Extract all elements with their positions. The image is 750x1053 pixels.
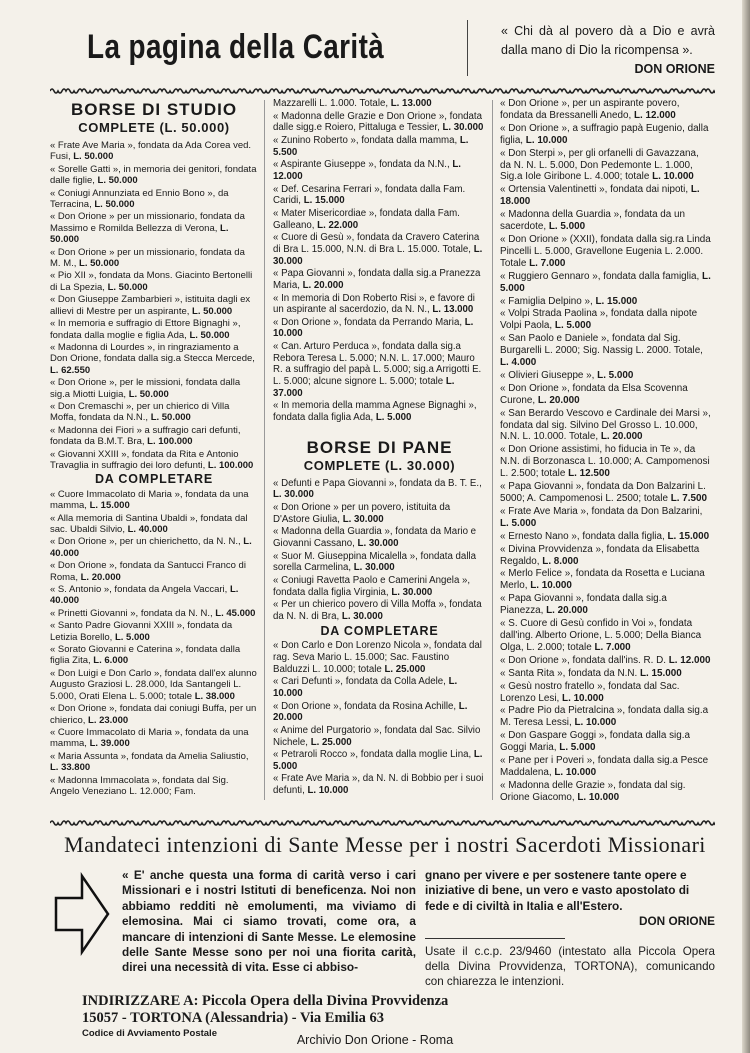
appeal-text-right: [425, 868, 715, 930]
entry-amount: L. 20.000: [80, 571, 121, 583]
entry-amount: L. 10.000: [307, 785, 349, 797]
entry-text: « Olivieri Giuseppe »,: [500, 369, 598, 381]
list-item: [273, 640, 486, 675]
list-item: [273, 98, 486, 110]
list-item: [50, 560, 258, 583]
entry-text: « Madonna della Guardia », fondata da Mario e Giovanni Cassano,: [273, 526, 477, 549]
entry-amount: L. 37.000: [273, 376, 455, 399]
entry-amount: L. 50.000: [79, 258, 120, 270]
entry-amount: L. 12.000: [633, 109, 676, 121]
list-item: [273, 599, 486, 622]
entry-text: « Don Orione » per un missionario, fondata da M. M.,: [50, 246, 245, 270]
entry-text: « Padre Pio da Pietralcina », fondata dalla sig.a M. Teresa Lessi,: [500, 705, 709, 729]
quote-text: « Chi dà al povero dà a Dio e avrà dalla mano di Dio la ricompensa ».: [501, 24, 715, 57]
entry-amount: L. 40.000: [127, 524, 168, 535]
entry-text: « Madonna di Lourdes », in ringraziamento a Don Orione, fondata dalla sig.a Stecca Mercede,: [50, 341, 255, 365]
list-item: [273, 159, 486, 182]
list-item: [273, 749, 486, 772]
entry-text: « Maria Assunta », fondata da Amelia Saliustio,: [50, 750, 249, 762]
list-item: [273, 341, 486, 399]
entry-text: « Don Orione », fondata da Perrando Maria,: [273, 316, 465, 328]
entry-text: « Santo Padre Giovanni XXIII », fondata da Letizia Borello,: [50, 620, 233, 643]
entry-text: « Mater Misericordiae », fondata dalla Fam. Galleano,: [273, 207, 460, 231]
entry-text: « Def. Cesarina Ferrari », fondata dalla Fam. Caridi,: [273, 183, 466, 207]
entry-text: « Sorelle Gatti », in memoria dei genitori, fondata dalle figlie,: [50, 163, 257, 187]
entry-text: « Don Orione », per un chierichetto, da N. N.,: [50, 536, 244, 548]
entry-amount: L. 5.000: [500, 270, 711, 294]
entry-amount: L. 15.000: [667, 530, 710, 542]
entry-text: « Cuore Immacolato di Maria », fondata da una mamma,: [50, 488, 249, 512]
list-item: [273, 268, 486, 291]
entry-amount: L. 10.000: [577, 791, 620, 803]
list-item: [50, 668, 258, 702]
entry-amount: L. 33.800: [50, 762, 91, 774]
quote-author: DON ORIONE: [634, 62, 715, 76]
entry-amount: L. 20.000: [600, 431, 643, 443]
entry-amount: L. 12.000: [273, 159, 461, 182]
entry-text: « Cuore Immacolato di Maria », fondata da una mamma,: [50, 726, 249, 750]
list-item: [50, 751, 258, 774]
list-item: [273, 184, 486, 207]
list-item: [500, 234, 712, 270]
entry-amount: L. 30.000: [273, 243, 483, 267]
entry-amount: L. 40.000: [50, 536, 252, 559]
list-item: [500, 593, 712, 617]
entry-amount: L. 40.000: [50, 584, 239, 607]
entry-amount: L. 50.000: [94, 199, 135, 211]
list-item: [273, 526, 486, 549]
entry-text: « Sorato Giovanni e Caterina », fondata dalla figlia Zita,: [50, 644, 241, 667]
entry-amount: L. 10.000: [554, 766, 597, 778]
entry-text: « Madonna dei Fiori » a suffragio cari defunti, fondata da B.M.T. Bra,: [50, 424, 241, 448]
entry-amount: L. 50.000: [189, 329, 230, 341]
entry-text: « In memoria di Don Roberto Risi », e favore di un aspirante al sacerdozio, da N. N.,: [273, 292, 475, 316]
entry-amount: L. 5.000: [500, 517, 537, 529]
list-item: [50, 164, 258, 187]
list-item: [50, 188, 258, 211]
entry-amount: L. 7.500: [670, 493, 707, 504]
list-item: [500, 481, 712, 505]
entry-text: « Don Orione », fondata dai coniugi Buffa, per un chierico,: [50, 703, 257, 726]
bottom-wavy-rule: [50, 818, 715, 828]
list-item: [500, 308, 712, 332]
entry-text: « Don Orione », fondata da Santucci Franco di Roma,: [50, 560, 246, 583]
entry-amount: L. 30.000: [391, 586, 433, 598]
entry-text: « Gesù nostro fratello », fondata dal Sac. Lorenzo Lesi,: [500, 680, 680, 704]
address-line-1: INDIRIZZARE A: Piccola Opera della Divina Provvidenza: [82, 993, 449, 1009]
header: [55, 18, 715, 82]
entry-amount: L. 6.000: [93, 655, 129, 667]
list-item: [273, 478, 486, 501]
header-quote: [501, 22, 715, 79]
entry-amount: L. 100.000: [207, 459, 254, 471]
postal-code-label: Codice di Avviamento Postale: [82, 1028, 217, 1039]
entry-amount: L. 50.000: [192, 305, 233, 317]
list-item: [500, 681, 712, 705]
list-borse-studio-da-completare: [50, 489, 258, 798]
list-item: [500, 98, 712, 122]
list-item: [50, 247, 258, 270]
entry-text: « Don Gaspare Goggi », fondata dalla sig.a Goggi Maria,: [500, 730, 690, 754]
entry-text: « Madonna delle Grazie », fondata dal sig. Orione Giacomo,: [500, 779, 686, 803]
list-item: [500, 506, 712, 530]
entry-text: Mazzarelli L. 1.000. Totale,: [273, 98, 391, 109]
entry-amount: L. 50.000: [73, 151, 114, 163]
entry-amount: L. 10.000: [273, 676, 458, 699]
entry-text: « Don Sterpi », per gli orfanelli di Gavazzana, da N. N. L. 5.000, Don Pedemonte L. 1.000, Sig.a Iole Giribone L. 4.000; totale: [500, 147, 699, 183]
entry-amount: L. 8.000: [542, 555, 579, 567]
list-item: [273, 111, 486, 134]
list-item: [273, 400, 486, 423]
entry-text: « Don Orione », fondata da Elsa Scovenna Curone,: [500, 382, 688, 406]
list-item: [500, 333, 712, 369]
entry-amount: L. 25.000: [384, 663, 426, 675]
entry-amount: L. 45.000: [215, 607, 256, 619]
entry-text: « Frate Ave Maria », da N. N. di Bobbio per i suoi defunti,: [273, 773, 484, 797]
entry-text: « Frate Ave Maria », fondata da Don Balzarini,: [500, 505, 703, 517]
entry-text: « Prinetti Giovanni », fondata da N. N.,: [50, 607, 216, 619]
top-wavy-rule: [50, 86, 715, 96]
entry-text: « In memoria della mamma Agnese Bignaghi », fondata dalla figlia Ada,: [273, 400, 477, 424]
entry-amount: L. 5.000: [273, 749, 483, 772]
entry-amount: L. 13.000: [390, 98, 432, 109]
header-divider: [467, 20, 468, 76]
entry-amount: L. 10.000: [652, 171, 694, 183]
list-item: [500, 655, 712, 667]
entry-text: « Coniugi Annunziata ed Ennio Bono », da Terracina,: [50, 187, 229, 211]
entry-amount: L. 39.000: [89, 738, 130, 750]
column-borse-di-studio: [50, 98, 258, 798]
entry-amount: L. 50.000: [128, 388, 169, 400]
entry-text: « Divina Provvidenza », fondata da Elisabetta Regaldo,: [500, 543, 700, 567]
list-item: [50, 294, 258, 317]
entry-amount: L. 5.000: [114, 631, 150, 643]
entry-text: « Pane per i Poveri », fondata dalla sig.a Pesce Maddalena,: [500, 755, 709, 778]
list-item: [273, 208, 486, 231]
entry-text: « San Berardo Vescovo e Cardinale dei Marsi », fondata dal sig. Silvino Del Grosso L. 10.000, N.N. L. 10.000. Totale,: [500, 407, 711, 443]
entry-text: « Don Orione », per le missioni, fondata dalla sig.a Miotti Luigia,: [50, 377, 241, 400]
entry-amount: L. 20.000: [537, 394, 580, 406]
entry-text: « Don Luigi e Don Carlo », fondata dall'ex alunno Augusto Graziosi L. 28.000, Ida Santangeli L. 5.000, Orati Elena L. 5.000; totale: [50, 667, 257, 702]
list-item: [273, 317, 486, 340]
entry-text: « Don Orione » per un missionario, fondata da Massimo e Romilda Bellezza di Verona,: [50, 211, 245, 234]
list-item: [50, 703, 258, 726]
entry-text: « Famiglia Delpino »,: [500, 295, 596, 307]
entry-text: « Don Orione », per un aspirante povero, fondata da Bressanelli Anedo,: [500, 98, 680, 121]
subhead-da-completare-pane: DA COMPLETARE: [320, 623, 439, 638]
entry-text: « Pio XII », fondata da Mons. Giacinto Bertonelli di La Spezia,: [50, 270, 253, 293]
entry-amount: L. 5.000: [375, 412, 412, 424]
entry-text: « Anime del Purgatorio », fondata dal Sac. Silvio Nichele,: [273, 724, 481, 748]
list-item: [50, 211, 258, 245]
entry-text: « Don Cremaschi », per un chierico di Villa Moffa, fondata da N.N.,: [50, 400, 230, 424]
list-item: [50, 584, 258, 607]
archive-credit: Archivio Don Orione - Roma: [296, 1033, 454, 1047]
list-item: [50, 270, 258, 293]
entry-text: « San Paolo e Daniele », fondata dal Sig. Burgarelli L. 2000; Sig. Nassig L. 2000. Totale,: [500, 333, 703, 357]
list-item: [50, 401, 258, 424]
entry-text: « Madonna delle Grazie e Don Orione », fondata dalle sigg.e Roiero, Pittaluga e Tessier,: [273, 110, 482, 134]
list-item: [273, 676, 486, 699]
entry-text: « Coniugi Ravetta Paolo e Camerini Angela », fondata dalla figlia Virginia,: [273, 574, 471, 598]
page-edge-shadow: [742, 0, 750, 1053]
section-subtitle-complete-pane: COMPLETE (L. 30.000): [303, 457, 456, 473]
subhead-da-completare: DA COMPLETARE: [94, 472, 214, 487]
list-item: [500, 755, 712, 779]
list-borse-studio-continued: [273, 98, 486, 424]
entry-text: « Ortensia Valentinetti », fondata dai nipoti,: [500, 184, 691, 196]
list-item: [50, 377, 258, 400]
entry-amount: L. 7.000: [529, 257, 566, 269]
list-item: [500, 123, 712, 147]
entry-amount: L. 10.000: [574, 717, 617, 729]
entry-text: « Giovanni XXIII », fondata da Rita e Antonio Travaglia in suffragio dei loro defunti,: [50, 448, 239, 471]
entry-text: « Ruggiero Gennaro », fondata dalla famiglia,: [500, 270, 703, 282]
list-item: [50, 140, 258, 163]
list-item: [273, 232, 486, 267]
entry-text: « Per un chierico povero di Villa Moffa », fondata da N. N. di Bra,: [273, 599, 482, 622]
entry-amount: L. 38.000: [194, 690, 235, 702]
entry-text: « S. Antonio », fondata da Angela Vaccari,: [50, 584, 230, 596]
entry-amount: L. 30.000: [273, 489, 314, 501]
entry-amount: L. 7.000: [594, 641, 631, 653]
column-divider: [264, 100, 265, 800]
entry-amount: L. 10.000: [273, 316, 474, 340]
entry-amount: L. 23.000: [88, 714, 129, 726]
entry-amount: L. 18.000: [500, 184, 700, 208]
entry-amount: L. 30.000: [442, 122, 484, 134]
entry-text: « Volpi Strada Paolina », fondata dalla nipote Volpi Paola,: [500, 308, 698, 332]
entry-text: « Aspirante Giuseppe », fondata da N.N.,: [273, 159, 453, 171]
list-item: [50, 318, 258, 341]
list-item: [50, 536, 258, 559]
entry-amount: L. 25.000: [310, 736, 352, 748]
entry-text: « S. Cuore di Gesù confido in Voi », fondata dall'ing. Alberto Orione, L. 5.000; Della Bianca Olga, L. 2.000; totale: [500, 618, 702, 653]
entry-amount: L. 5.000: [554, 320, 592, 332]
list-item: [273, 701, 486, 724]
ccp-rule: [425, 938, 565, 939]
entry-amount: L. 50.000: [150, 412, 191, 424]
entry-amount: L. 30.000: [341, 610, 383, 622]
entry-text: « Zunino Roberto », fondata dalla mamma,: [273, 134, 460, 146]
entry-text: « Papa Giovanni », fondata da Don Balzarini L. 5000; A. Campomenosi L. 2500; totale: [500, 481, 706, 504]
list-item: [500, 370, 712, 382]
list-borse-studio-complete: [50, 140, 258, 471]
list-item: [500, 296, 712, 308]
section-subtitle-complete: COMPLETE (L. 50.000): [78, 120, 230, 135]
entry-text: « Don Carlo e Don Lorenzo Nicola », fondata dal rag. Seva Mario L. 15.000; Sac. Faustino Balduzzi L. 10.000; totale: [273, 640, 482, 675]
postal-address: [82, 993, 602, 1027]
list-item: [273, 293, 486, 316]
entry-text: « Madonna della Guardia », fondata da un sacerdote,: [500, 209, 686, 233]
entry-amount: L. 5.500: [273, 134, 469, 158]
list-item: [500, 730, 712, 754]
list-item: [500, 780, 712, 804]
entry-text: « Don Giuseppe Zambarbieri », istituita dagli ex allievi di Mestre per un aspirante,: [50, 294, 251, 317]
entry-text: « Don Orione » per un povero, istituita da D'Astore Giulia,: [273, 502, 451, 525]
entry-text: « In memoria e suffragio di Ettore Bignaghi », fondata dalla moglie e figlia Ada,: [50, 318, 241, 341]
entry-amount: L. 10.000: [530, 580, 572, 592]
list-item: [500, 444, 712, 480]
entry-text: « Don Orione assistimi, ho fiducia in Te », da N.N. di Borzonasca L. 10.000; A. Campomenosi L. 2.500; totale: [500, 444, 710, 480]
entry-amount: L. 20.000: [302, 279, 344, 291]
list-item: [500, 408, 712, 444]
address-line-2: 15057 - TORTONA (Alessandria) - Via Emilia 63: [82, 1010, 385, 1026]
column-continued: [500, 98, 712, 805]
list-item: [500, 618, 712, 654]
list-item: [50, 513, 258, 536]
entry-text: « Don Orione », fondata da Rosina Achille,: [273, 700, 459, 712]
entry-text: « Merlo Felice », fondata da Rosetta e Luciana Merlo,: [500, 568, 705, 592]
entry-amount: L. 15.000: [595, 295, 638, 307]
entry-amount: L. 20.000: [546, 605, 588, 617]
list-borse-pane-continued: [500, 98, 712, 804]
list-borse-pane-da-completare: [273, 640, 486, 797]
entry-text: « Frate Ave Maria », fondata da Ada Corea ved. Fusi,: [50, 140, 252, 163]
entry-amount: L. 15.000: [639, 667, 682, 679]
entry-amount: L. 10.000: [525, 134, 568, 146]
list-item: [50, 608, 258, 619]
entry-amount: L. 100.000: [147, 436, 193, 448]
list-item: [500, 531, 712, 543]
entry-text: « Suor M. Giuseppina Micalella », fondata dalla sorella Carmelina,: [273, 550, 477, 574]
list-item: [50, 775, 258, 798]
list-item: [500, 705, 712, 729]
list-item: [50, 727, 258, 750]
section-title-borse-di-studio: BORSE DI STUDIO: [70, 100, 238, 119]
entry-amount: L. 15.000: [89, 500, 130, 512]
column-borse-di-pane: [273, 98, 486, 798]
entry-text: « Papa Giovanni », fondata dalla sig.a Pranezza Maria,: [273, 268, 481, 291]
entry-amount: L. 5.000: [597, 369, 634, 381]
entry-amount: L. 62.550: [50, 364, 91, 376]
list-borse-pane-complete: [273, 478, 486, 623]
list-item: [500, 383, 712, 407]
column-divider: [492, 100, 493, 800]
list-item: [500, 568, 712, 592]
entry-text: « Don Orione », fondata dall'ins. R. D.: [500, 654, 669, 666]
entry-amount: L. 12.500: [568, 468, 610, 480]
list-item: [500, 184, 712, 208]
entry-text: « Petraroli Rocco », fondata dalla moglie Lina,: [273, 749, 474, 761]
masses-banner: Mandateci intenzioni di Sante Messe per i nostri Sacerdoti Missionari: [64, 832, 706, 857]
list-item: [273, 135, 486, 158]
list-item: [50, 620, 258, 643]
ccp-instructions: Usate il c.c.p. 23/9460 (intestato alla Piccola Opera della Divina Provvidenza, TORTONA), comunicando con chiarezza le intenzioni.: [425, 945, 715, 988]
entry-amount: L. 50.000: [107, 281, 148, 293]
list-item: [500, 271, 712, 295]
entry-amount: L. 13.000: [432, 304, 474, 316]
entry-amount: L. 30.000: [342, 513, 384, 525]
entry-amount: L. 50.000: [50, 222, 229, 246]
entry-amount: L. 30.000: [353, 562, 395, 574]
entry-amount: L. 30.000: [357, 538, 399, 549]
list-item: [500, 209, 712, 233]
appeal-continuation: gnano per vivere e per sostenere tante opere e iniziative di bene, un vero e vasto apostolato di fede e di civiltà in Italia e all'Estero.: [425, 868, 690, 913]
entry-text: « Can. Arturo Perduca », fondata dalla sig.a Rebora Teresa L. 5.000; N.N. L. 17.000; Mauro R. a suffragio del papà L. 5.000; sig.a Arrigotti E. L. 5.000; alcune signore L. 5.000; totale: [273, 341, 482, 388]
arrow-right-icon: [52, 872, 112, 957]
list-item: [273, 502, 486, 525]
list-item: [50, 425, 258, 448]
entry-amount: L. 4.000: [500, 357, 537, 369]
list-item: [273, 575, 486, 598]
entry-text: « Cuore di Gesù », fondata da Cravero Caterina di Bra L. 15.000, N.N. di Bra L. 15.000. Totale,: [273, 232, 480, 255]
entry-amount: L. 50.000: [97, 175, 138, 187]
list-item: [50, 489, 258, 512]
entry-text: « Defunti e Papa Giovanni », fondata da B. T. E.,: [273, 477, 482, 489]
entry-text: « Don Orione » (XXII), fondata dalla sig.ra Linda Pincelli L. 5.000, Gravellone Eugenia L. 2.000. Totale: [500, 233, 711, 269]
list-item: [273, 773, 486, 796]
list-item: [500, 544, 712, 568]
entry-amount: L. 20.000: [273, 700, 468, 724]
entry-text: « Cari Defunti », fondata da Colla Adele,: [273, 676, 449, 688]
entry-amount: L. 12.000: [668, 654, 711, 666]
page-title: La pagina della Carità: [87, 28, 385, 66]
section-title-borse-di-pane: BORSE DI PANE: [306, 437, 453, 457]
entry-text: « Don Orione », a suffragio papà Eugenio, dalla figlia,: [500, 122, 709, 146]
appeal-text-left: « E' anche questa una forma di carità verso i cari Missionari e i nostri Istituti di beneficenza. Noi non abbiamo redditi nè emolumenti, ma viviamo di elemosina. Mai ci siamo trovati, come ora, a mancare di intenzioni di Sante Messe. Le elemosine delle Sante Messe sono per noi una fiorita carità, direi una necessità di vita. Esse ci abbiso-: [122, 868, 416, 975]
entry-text: « Ernesto Nano », fondata dalla figlia,: [500, 530, 668, 542]
list-item: [500, 148, 712, 184]
list-item: [50, 342, 258, 376]
list-item: [273, 551, 486, 574]
list-item: [500, 668, 712, 680]
entry-amount: L. 15.000: [303, 195, 345, 207]
entry-amount: L. 22.000: [317, 219, 359, 231]
entry-amount: L. 5.000: [548, 221, 586, 233]
entry-text: « Alla memoria di Santina Ubaldi », fondata dal sac. Ubaldi Silvio,: [50, 512, 248, 535]
entry-amount: L. 10.000: [562, 692, 604, 704]
entry-text: « Madonna Immacolata », fondata dal Sig. Angelo Veneziano L. 12.000; Fam.: [50, 774, 229, 797]
appeal-signature: DON ORIONE: [638, 914, 715, 929]
entry-text: « Santa Rita », fondata da N.N.: [500, 667, 640, 679]
entry-text: « Papa Giovanni », fondata dalla sig.a Pianezza,: [500, 593, 667, 617]
list-item: [273, 725, 486, 748]
list-item: [50, 449, 258, 472]
list-item: [50, 644, 258, 667]
entry-amount: L. 5.000: [559, 742, 596, 754]
